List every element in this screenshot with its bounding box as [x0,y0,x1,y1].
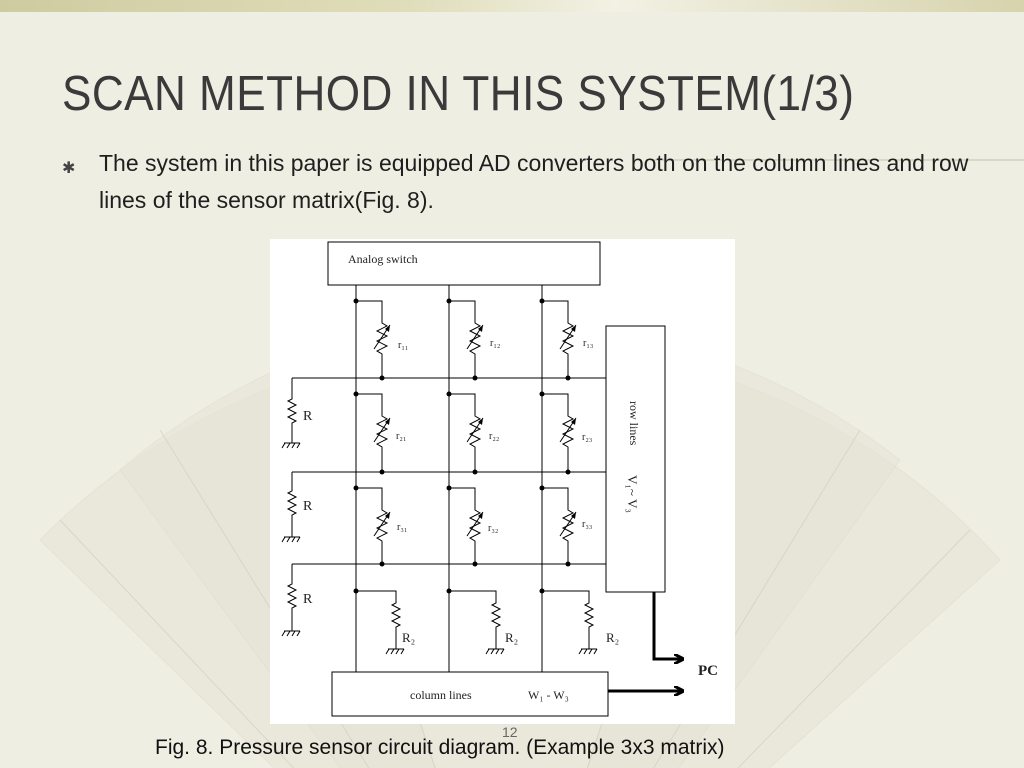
row-lines-label: row lines [627,401,641,446]
sensor-label-r11: r₁₁ [398,340,409,351]
row-resistor-1 [282,378,300,448]
sensor-label-r31: r₃₁ [397,522,408,533]
sensor-r31 [356,488,390,564]
figure-caption: Fig. 8. Pressure sensor circuit diagram. (Example 3x3 matrix) [155,736,725,759]
row-resistor-label-1: R [303,409,313,424]
column-resistor-3 [542,591,597,654]
circuit-diagram-figure [270,239,735,724]
row-resistor-3 [282,564,300,636]
sensor-r32 [449,488,483,564]
sensor-r13 [542,301,576,378]
column-resistor-2 [449,591,504,654]
sensor-label-r21: r₂₁ [396,431,407,442]
junction-dots [354,299,571,594]
sensor-label-r32: r₃₂ [488,523,499,534]
slide-title: SCAN METHOD IN THIS SYSTEM(1/3) [62,67,855,121]
analog-switch-label: Analog switch [348,252,418,266]
pc-label: PC [698,663,718,679]
row-resistor-label-3: R [303,592,313,607]
row-lines-box [606,326,665,592]
sensor-r33 [542,488,576,564]
bullet-text: The system in this paper is equipped AD converters both on the column lines and row lines of the sensor matrix(Fig. 8). [99,150,969,213]
column-wires [356,285,542,672]
sensor-label-r13: r₁₃ [583,338,594,349]
sensor-label-r12: r₁₂ [490,338,501,349]
sensor-r11 [356,301,390,378]
sensor-r22 [449,394,483,472]
column-resistor-label-3: R₂ [606,630,620,645]
row-voltage-label: V₁~ V₃ [625,475,640,513]
sensor-r21 [356,394,390,472]
sensor-label-r33: r₃₃ [582,519,593,530]
page-number: 12 [502,724,518,740]
sensor-label-r23: r₂₃ [582,432,593,443]
sensor-r23 [542,394,576,472]
circuit-diagram [270,239,735,724]
column-resistor-1 [356,591,404,654]
column-lines-label: column lines [410,688,472,702]
row-resistor-2 [282,472,300,542]
column-resistor-label-1: R₂ [402,630,416,645]
row-to-pc-arrow [654,592,682,659]
sensor-r12 [449,301,483,378]
sensor-label-r22: r₂₂ [489,431,500,442]
row-resistor-label-2: R [303,499,313,514]
column-resistor-label-2: R₂ [505,630,519,645]
column-voltage-label: W₁ - W₃ [528,688,569,702]
bullet-icon: ✱ [62,160,76,177]
